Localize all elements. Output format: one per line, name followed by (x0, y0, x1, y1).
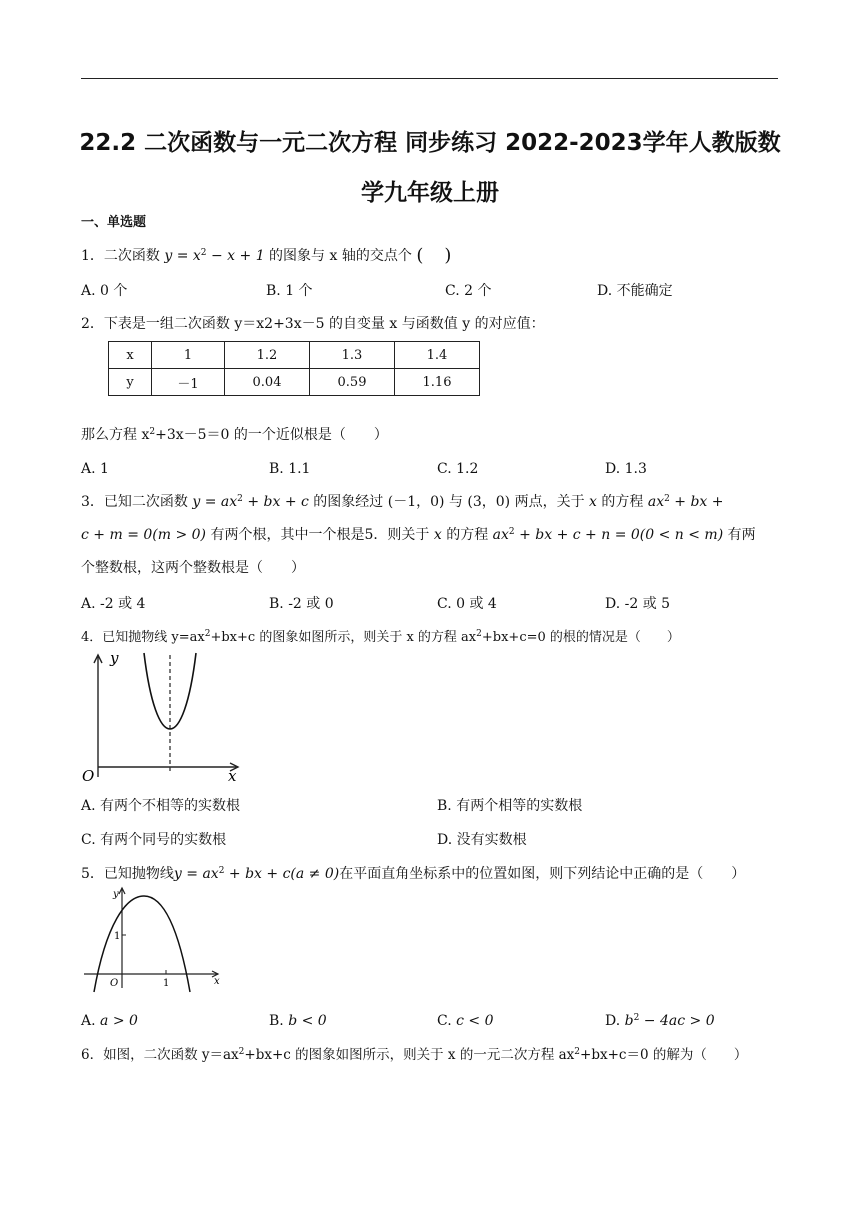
header-rule (81, 78, 778, 79)
q5-y-tick-label: 1 (114, 931, 121, 942)
question-6-stem: 6．如图，二次函数 $y=ax^2+bx+c$ 的图象如图所示，则关于 x 的一元二次方程 $ax^2+bx+c=0$ 的解为（ ） (81, 1047, 748, 1063)
q5-x-tick-label: 1 (163, 978, 170, 989)
q5-option-b[interactable]: B. b < 0 (269, 1013, 327, 1029)
table-cell: 0.59 (310, 369, 395, 396)
q5-origin-label: O (110, 978, 119, 989)
q5-axes (84, 888, 218, 988)
table-cell: 1.2 (225, 342, 310, 369)
q1-option-b[interactable]: B. 1 个 (266, 283, 313, 299)
q3-option-b[interactable]: B. -2 或 0 (269, 596, 334, 612)
q5-parabola-figure (82, 884, 224, 996)
q4-option-b[interactable]: B. 有两个相等的实数根 (437, 798, 583, 814)
page-title: 22.2 二次函数与一元二次方程 同步练习 2022-2023学年人教版数学九年级上册 (79, 130, 781, 206)
q2-option-c[interactable]: C. 1.2 (437, 461, 479, 477)
table-cell: －1 (152, 369, 225, 396)
table-cell: 0.04 (225, 369, 310, 396)
q4-option-d[interactable]: D. 没有实数根 (437, 832, 527, 848)
table-row (109, 342, 480, 369)
q3-option-d[interactable]: D. -2 或 5 (605, 596, 671, 612)
question-5-stem: 5．已知抛物线$y = ax^2$ + bx + c(a ≠ 0)在平面直角坐标系中的位置如图，则下列结论中正确的是（ ） (81, 866, 746, 882)
q3-option-a[interactable]: A. -2 或 4 (81, 596, 146, 612)
question-4-stem: 4．已知抛物线 $y=ax^2+bx+c$ 的图象如图所示，则关于 x 的方程 $ax^2+bx+c=0$ 的根的情况是（ ） (81, 629, 680, 645)
table-cell: x (109, 342, 152, 369)
q4-parabola-figure (78, 645, 250, 785)
table-cell: 1 (152, 342, 225, 369)
question-3-line-3: 个整数根，这两个整数根是（ ） (81, 560, 305, 576)
table-cell: y (109, 369, 152, 396)
section-heading: 一、单选题 (81, 215, 147, 230)
q5-x-label: x (214, 976, 220, 987)
q5-option-a[interactable]: A. a > 0 (81, 1013, 138, 1029)
q1-option-c[interactable]: C. 2 个 (445, 283, 492, 299)
q4-y-label: y (110, 649, 119, 667)
q5-option-c[interactable]: C. c < 0 (437, 1013, 494, 1029)
q5-parabola-curve (94, 896, 190, 992)
question-3-line-1: 3．已知二次函数 $y = ax^2$ + bx + c 的图象经过 (－1，0) 与 (3，0) 两点，关于 x 的方程 $ax^2$ + bx + (81, 494, 724, 510)
table-cell: 1.4 (395, 342, 480, 369)
question-2-stem: 2．下表是一组二次函数 y＝x2+3x－5 的自变量 x 与函数值 y 的对应值： (81, 316, 545, 332)
table-row (109, 369, 480, 396)
q5-y-label: y (113, 889, 119, 900)
q2-option-a[interactable]: A. 1 (81, 461, 109, 477)
q2-option-d[interactable]: D. 1.3 (605, 461, 647, 477)
q3-option-c[interactable]: C. 0 或 4 (437, 596, 497, 612)
question-3-line-2: c + m = 0(m > 0) 有两个根，其中一个根是5．则关于 x 的方程 $ax^2$ + bx + c + n = 0(0 < n < m) 有两 (81, 527, 756, 543)
table-cell: 1.16 (395, 369, 480, 396)
question-1-stem: 1．二次函数 $y = x^2 - x + 1$ 的图象与 x 轴的交点个 ( ) (81, 245, 452, 266)
table-cell: 1.3 (310, 342, 395, 369)
q1-option-d[interactable]: D. 不能确定 (597, 283, 673, 299)
q4-option-c[interactable]: C. 有两个同号的实数根 (81, 832, 227, 848)
q4-x-label: x (228, 767, 237, 785)
q1-option-a[interactable]: A. 0 个 (81, 283, 128, 299)
q4-origin-label: O (82, 767, 95, 785)
value-table (108, 341, 480, 396)
q5-option-d[interactable]: D. $b^2 - 4ac > 0$ (605, 1013, 715, 1029)
q4-axes (94, 655, 238, 777)
q2-option-b[interactable]: B. 1.1 (269, 461, 311, 477)
q4-option-a[interactable]: A. 有两个不相等的实数根 (81, 798, 241, 814)
question-2-followup: 那么方程 $x^2+3x-5=0$ 的一个近似根是（ ） (81, 427, 388, 443)
